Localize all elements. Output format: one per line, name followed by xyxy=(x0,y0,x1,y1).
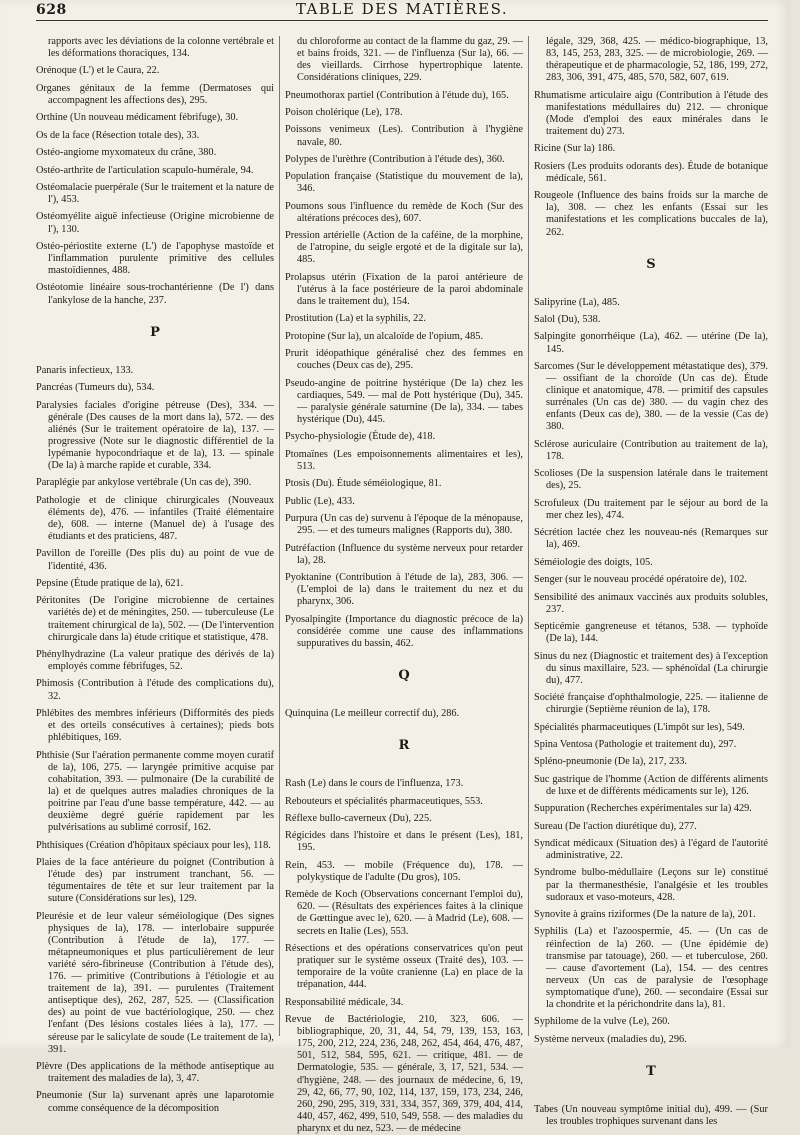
index-entry: Ostéotomie linéaire sous-trochantérienne (De l') dans l'ankylose de la hanche, 237. xyxy=(36,282,274,306)
index-entry: Rosiers (Les produits odorants des). Étude de botanique médicale, 561. xyxy=(534,160,768,184)
index-entry: Phthisie (Sur l'aération permanente comme moyen curatif de la), 106, 275. — laryngée primitive acquise par cohabitation, 393. — pulmonaire (De la curabilité de la) et de quelques autres maladies chroniques de la poitrine par l'eau d'une basse température, 442. — au deuxième degré guérie rapidement par les pulvérisations au sublimé corrosif, 162. xyxy=(36,749,274,834)
index-entry: Phimosis (Contribution à l'étude des complications du), 32. xyxy=(36,678,274,702)
index-entry: Quinquina (Le meilleur correctif du), 286. xyxy=(285,707,460,719)
section-letter: S xyxy=(646,256,656,272)
index-entry: Syndrome bulbo-médullaire (Leçons sur le) constitué par la thermanesthésie, l'analgésie et les troubles sudoraux et vaso-moteurs, 428. xyxy=(534,867,768,903)
index-entry: Phlébites des membres inférieurs (Difformités des pieds et des orteils consécutives à certaines); pieds bots phlébitiques, 169. xyxy=(36,707,274,744)
index-entry: Sarcomes (Sur le développement métastatique des), 379. — ossifiant de la choroïde (Un cas de). Étude clinique et anatomique, 478. — primitif des capsules surrénales (Un cas de) 380. — du vagin chez des enfants (Deux cas de), 380. — de la vessie (Cas de) 380. xyxy=(534,360,768,433)
index-entry: Pepsine (Étude pratique de la), 621. xyxy=(36,577,184,589)
index-entry: Pyoktanine (Contribution à l'étude de la), 283, 306. — (L'emploi de la) dans le traitement du nez et du pharynx, 306. xyxy=(285,572,523,608)
index-entry: Rhumatisme articulaire aigu (Contribution à l'étude des manifestations médullaires du) 212. — chronique (Mode d'emploi des eaux minérales dans le traitement du) 273. xyxy=(534,89,768,137)
index-entry: Sensibilité des animaux vaccinés aux produits solubles, 237. xyxy=(534,591,768,615)
index-entry: Septicémie gangreneuse et tétanos, 538. — typhoïde (De la), 144. xyxy=(534,621,768,645)
index-entry: Pancréas (Tumeurs du), 534. xyxy=(36,382,155,394)
index-entry: Ostéomalacie puerpérale (Sur le traitement et la nature de l'), 453. xyxy=(36,181,274,206)
index-entry: Plaies de la face antérieure du poignet (Contribution à l'étude des) par instrument tranchant, 56. — tégumentaires de tête et sur leur traitement par la suture (Considérations sur les), 129. xyxy=(36,856,274,905)
index-entry: Rougeole (Influence des bains froids sur la marche de la), 308. — chez les enfants (Essai sur les manifestations et les complications buccales de la), 262. xyxy=(534,190,768,238)
index-entry: Ptomaïnes (Les empoisonnements alimentaires et les), 513. xyxy=(285,448,523,472)
index-entry: Réflexe bullo-caverneux (Du), 225. xyxy=(285,812,432,824)
index-entry: Salol (Du), 538. xyxy=(534,314,601,326)
index-entry: Scolioses (De la suspension latérale dans le traitement des), 25. xyxy=(534,468,768,492)
index-entry: Syphilis (La) et l'azoospermie, 45. — (Un cas de réinfection de la) 260. — (Une épidémie de) transmise par tatouage), 260. — et tuberculose, 260. — cause d'avortement (La), 154. — des centres nerveux (Un cas de paralysie de l'œsophage symptomatique d'une), 260. — secondaire (Essai sur la chondrite et la périchondrite dans la), 81. xyxy=(534,926,768,1011)
index-entry: Rash (Le) dans le cours de l'influenza, 173. xyxy=(285,778,464,790)
index-entry: Sclérose auriculaire (Contribution au traitement de la), 178. xyxy=(534,438,768,462)
index-entry: Polypes de l'urèthre (Contribution à l'étude des), 360. xyxy=(285,153,505,165)
index-entry: Péritonites (De l'origine microbienne de certaines variétés de) et de méningites, 250. — tuberculeuse (Le traitement chirurgical de la), 502. — (De l'intervention chirurgicale dans la) étude critique et statistique, 478. xyxy=(36,595,274,643)
index-entry: Régicides dans l'histoire et dans le présent (Les), 181, 195. xyxy=(285,830,523,854)
index-entry: Population française (Statistique du mouvement de la), 346. xyxy=(285,171,523,195)
index-entry: Revue de Bactériologie, 210, 323, 606. — bibliographique, 20, 31, 44, 54, 79, 139, 153, 163, 175, 200, 212, 224, 236, 248, 262, 454, 464, 476, 487, 501, 512, 584, 595, 621. — critique, 481. — de Dermatologie, 535. — générale, 3, 17, 521, 534. — d'hygiène, 248. — des journaux de médecine, 6, 19, 29, 42, 66, 77, 90, 102, 114, 137, 159, 173, 234, 246, 260, 290, 295, 319, 331, 334, 357, 369, 379, 404, 414, 440, 457, 462, 499, 510, 549, 558. — des maladies du pharynx et du nez, 523. — de médecine xyxy=(285,1014,523,1134)
running-title: TABLE DES MATIÈRES. xyxy=(295,0,509,18)
index-entry: Remède de Koch (Observations concernant l'emploi du), 620. — (Résultats des expériences faites à la clinique de Gœttingue avec le), 620. — à Madrid (Le), 608. — secrets en Italie (Les), 553. xyxy=(285,889,523,937)
index-entry: Putréfaction (Influence du système nerveux pour retarder la), 28. xyxy=(285,542,523,566)
index-entry: Pneumonie (Sur la) survenant après une laparotomie comme conséquence de la décomposition xyxy=(36,1090,274,1114)
column-divider xyxy=(279,36,280,1036)
section-letter: T xyxy=(646,1063,656,1079)
index-entry: Poumons sous l'influence du remède de Koch (Sur des altérations précoces des), 607. xyxy=(285,200,523,224)
section-letter: Q xyxy=(398,667,410,683)
index-entry: Ricine (Sur la) 186. xyxy=(534,143,616,155)
index-entry: Sécrétion lactée chez les nouveau-nés (Remarques sur la), 469. xyxy=(534,527,768,551)
index-entry: Panaris infectieux, 133. xyxy=(36,364,134,376)
index-entry: Paraplégie par ankylose vertébrale (Un cas de), 390. xyxy=(36,477,252,489)
index-entry: Orthine (Un nouveau médicament fébrifuge), 30. xyxy=(36,112,239,124)
index-entry: Pseudo-angine de poitrine hystérique (De la) chez les cardiaques, 549. — mal de Pott hystérique (Du), 345. — paralysie générale saturnine (De la), 334. — tabes hystérique (Du), 445. xyxy=(285,377,523,425)
index-entry: Paralysies faciales d'origine pétreuse (Des), 334. — générale (Des causes de la mort dans la), 572. — des aliénés (Sur le traitement opératoire de la), 137. — progressive (Note sur le diagnostic différentiel de la lypémanie hypocondriaque et de la), 13. — spinale (De la) à marche rapide et curable, 334. xyxy=(36,399,274,471)
index-entry: Ostéo-arthrite de l'articulation scapulo-humérale, 94. xyxy=(36,164,254,176)
index-entry: Suc gastrique de l'homme (Action de différents aliments de luxe et de différents médicaments sur le), 126. xyxy=(534,773,768,797)
index-entry-continued: légale, 329, 368, 425. — médico-biographique, 13, 83, 145, 253, 283, 325. — de microbiologie, 269. — thérapeutique et de pharmacologie, 52, 186, 199, 272, 283, 306, 391, 475, 485, 570, 582, 607, 619. xyxy=(546,36,768,84)
index-entry: Purpura (Un cas de) survenu à l'époque de la ménopause, 295. — et des tumeurs malignes (Rapports du), 380. xyxy=(285,513,523,537)
index-entry: Ostéo-angiome myxomateux du crâne, 380. xyxy=(36,147,217,159)
index-entry: Séméiologie des doigts, 105. xyxy=(534,556,653,568)
index-entry: Synovite à grains riziformes (De la nature de la), 201. xyxy=(534,909,756,921)
index-entry: Spléno-pneumonie (De la), 217, 233. xyxy=(534,756,687,768)
index-entry: Protopine (Sur la), un alcaloïde de l'opium, 485. xyxy=(285,330,484,342)
index-entry: Syndicat médicaux (Situation des) à l'égard de l'autorité administrative, 22. xyxy=(534,838,768,862)
index-entry-continued: rapports avec les déviations de la colonne vertébrale et les déformations thoraciques, 134. xyxy=(48,36,274,60)
index-entry: Scrofuleux (Du traitement par le séjour au bord de la mer chez les), 474. xyxy=(534,497,768,521)
index-entry: Pathologie et de clinique chirurgicales (Nouveaux éléments de), 476. — infantiles (Traité élémentaire de), 608. — interne (Manuel de) à l'usage des étudiants et des praticiens, 487. xyxy=(36,494,274,543)
index-entry: Pyosalpingite (Importance du diagnostic précoce de la) considérée comme une cause des inflammations suppuratives du bassin, 462. xyxy=(285,613,523,649)
index-entry: Système nerveux (maladies du), 296. xyxy=(534,1033,687,1045)
index-entry: Rein, 453. — mobile (Fréquence du), 178. — polykystique de l'adulte (Du gros), 105. xyxy=(285,859,523,883)
index-entry: Prostitution (La) et la syphilis, 22. xyxy=(285,313,426,325)
index-column-1 xyxy=(36,36,274,1114)
index-entry: Sinus du nez (Diagnostic et traitement des) à l'exception du sinus maxillaire, 523. — sphénoïdal (La chirurgie du), 477. xyxy=(534,650,768,686)
index-entry: Syphilome de la vulve (Le), 260. xyxy=(534,1016,670,1028)
index-entry: Prolapsus utérin (Fixation de la paroi antérieure de l'utérus à la face postérieure de la paroi abdominale dans le traitement du), 154. xyxy=(285,271,523,308)
index-entry: Salpingite gonorrhéique (La), 462. — utérine (De la), 145. xyxy=(534,331,768,355)
index-entry: Résections et des opérations conservatrices qu'on peut pratiquer sur le système osseux (Traité des), 103. — temporaire de la voûte cranienne (La) en place de la trépanation, 444. xyxy=(285,942,523,991)
index-entry: Pneumothorax partiel (Contribution à l'étude du), 165. xyxy=(285,89,509,101)
index-entry: Société française d'ophthalmologie, 225. — italienne de chirurgie (Septième réunion de la), 178. xyxy=(534,692,768,716)
section-letter: P xyxy=(150,324,160,340)
index-entry: Psycho-physiologie (Étude de), 418. xyxy=(285,431,436,443)
index-entry: Spina Ventosa (Pathologie et traitement du), 297. xyxy=(534,738,737,750)
section-letter: R xyxy=(398,738,410,754)
index-entry: Poison cholérique (Le), 178. xyxy=(285,107,403,119)
index-entry: Prurit idéopathique généralisé chez des femmes en couches (Deux cas de), 295. xyxy=(285,348,523,372)
index-entry: Ptosis (Du). Étude séméiologique, 81. xyxy=(285,478,442,490)
index-entry: Spécialités pharmaceutiques (L'impôt sur les), 549. xyxy=(534,721,745,733)
index-entry: Salipyrine (La), 485. xyxy=(534,296,620,308)
index-entry: Tabes (Un nouveau symptôme initial du), 499. — (Sur les troubles trophiques survenant dans les xyxy=(534,1103,768,1128)
index-entry: Plèvre (Des applications de la méthode antiseptique au traitement des maladies de la), 3, 47. xyxy=(36,1060,274,1085)
index-entry: Phthisiques (Création d'hôpitaux spéciaux pour les), 118. xyxy=(36,839,271,851)
index-entry: Os de la face (Résection totale des), 33. xyxy=(36,129,200,141)
index-entry: Pavillon de l'oreille (Des plis du) au point de vue de l'identité, 436. xyxy=(36,548,274,572)
index-entry-continued: du chloroforme au contact de la flamme du gaz, 29. — et bains froids, 321. — de l'influenza (Sur la), 66. — des vieillards. Cirrhose hypertrophique latente. Considérations cliniques, 229. xyxy=(297,36,523,84)
index-entry: Pleurésie et de leur valeur séméiologique (Des signes physiques de la), 178. — interlobaire suppurée (Contribution à l'étude de la), 177. — métapneumoniques et plus particulièrement de leur variété séro-fibrineuse (Contribution à l'étude des), 176. — primitive (Contributions à l'étiologie et au traitement de la), 391. — purulentes (Traitement antiseptique des), 262, 287, 525. — (Classification des) au point de vue bactériologique, 250. — chez l'enfant (Des lésions costales liées à la), 177. — séreuse par le salicylate de soude (Le traitement de la), 391. xyxy=(36,910,274,1055)
index-column-2 xyxy=(285,36,523,1134)
index-entry: Suppuration (Recherches expérimentales sur la) 429. xyxy=(534,803,752,815)
index-entry: Senger (sur le nouveau procédé opératoire de), 102. xyxy=(534,574,748,586)
index-entry: Pression artérielle (Action de la caféine, de la morphine, de l'atropine, du seigle ergoté et de la digitale sur la), 485. xyxy=(285,230,523,266)
index-entry: Phénylhydrazine (La valeur pratique des dérivés de la) employés comme fébrifuges, 52. xyxy=(36,649,274,673)
index-entry: Ostéo-périostite externe (L') de l'apophyse mastoïde et l'inflammation purulente primitive des cellules mastoïdiennes, 488. xyxy=(36,240,274,277)
index-entry: Orénoque (L') et le Caura, 22. xyxy=(36,65,160,77)
index-entry: Sureau (De l'action diurétique du), 277. xyxy=(534,820,697,832)
page-header xyxy=(36,0,768,21)
index-column-3 xyxy=(534,36,768,1128)
column-divider xyxy=(528,36,529,1036)
index-entry: Organes génitaux de la femme (Dermatoses qui accompagnent les affections des), 295. xyxy=(36,82,274,106)
index-entry: Responsabilité médicale, 34. xyxy=(285,996,404,1008)
index-entry: Poissons venimeux (Les). Contribution à l'hygiène navale, 80. xyxy=(285,124,523,148)
index-entry: Ostéomyélite aiguë infectieuse (Origine microbienne de l'), 130. xyxy=(36,211,274,235)
index-entry: Public (Le), 433. xyxy=(285,495,355,507)
index-entry: Rebouteurs et spécialités pharmaceutiques, 553. xyxy=(285,795,483,807)
page-number: 628 xyxy=(36,2,67,18)
